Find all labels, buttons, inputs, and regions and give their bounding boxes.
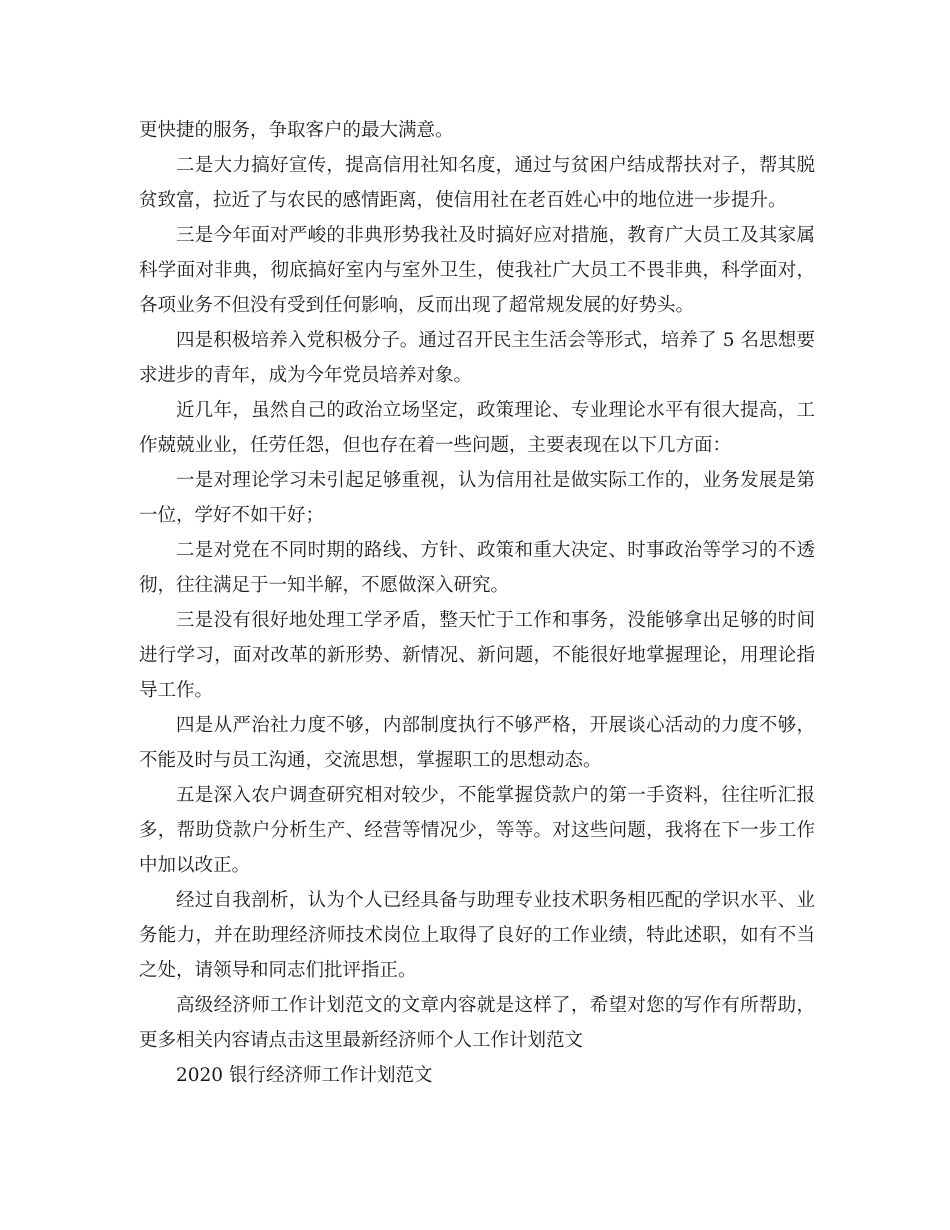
paragraph: 四是从严治社力度不够，内部制度执行不够严格，开展谈心活动的力度不够，不能及时与员工沟通，交流思想，掌握职工的思想动态。	[139, 715, 815, 771]
paragraph: 三是今年面对严峻的非典形势我社及时搞好应对措施，教育广大员工及其家属科学面对非典，彻底搞好室内与室外卫生，使我社广大员工不畏非典，科学面对，各项业务不但没有受到任何影响，反而出现了超常规发展的好势头。	[139, 225, 815, 316]
paragraph: 四是积极培养入党积极分子。通过召开民主生活会等形式，培养了 5 名思想要求进步的青年，成为今年党员培养对象。	[139, 330, 815, 386]
paragraph: 二是对党在不同时期的路线、方针、政策和重大决定、时事政治等学习的不透彻，往往满足于一知半解，不愿做深入研究。	[139, 540, 815, 596]
paragraph: 二是大力搞好宣传，提高信用社知名度，通过与贫困户结成帮扶对子，帮其脱贫致富，拉近了与农民的感情距离，使信用社在老百姓心中的地位进一步提升。	[139, 155, 815, 211]
paragraph: 2020 银行经济师工作计划范文	[176, 1065, 433, 1086]
paragraph: 三是没有很好地处理工学矛盾，整天忙于工作和事务，没能够拿出足够的时间进行学习，面对改革的新形势、新情况、新问题，不能很好地掌握理论，用理论指导工作。	[139, 610, 815, 701]
paragraph: 经过自我剖析，认为个人已经具备与助理专业技术职务相匹配的学识水平、业务能力，并在助理经济师技术岗位上取得了良好的工作业绩，特此述职，如有不当之处，请领导和同志们批评指正。	[139, 890, 815, 981]
paragraph: 近几年，虽然自己的政治立场坚定，政策理论、专业理论水平有很大提高，工作兢兢业业，任劳任怨，但也存在着一些问题，主要表现在以下几方面：	[139, 400, 815, 456]
paragraph: 一是对理论学习未引起足够重视，认为信用社是做实际工作的，业务发展是第一位，学好不如干好；	[139, 470, 815, 526]
paragraph: 高级经济师工作计划范文的文章内容就是这样了，希望对您的写作有所帮助，更多相关内容请点击这里最新经济师个人工作计划范文	[139, 995, 815, 1051]
paragraph: 五是深入农户调查研究相对较少，不能掌握贷款户的第一手资料，往往听汇报多，帮助贷款户分析生产、经营等情况少，等等。对这些问题，我将在下一步工作中加以改正。	[139, 785, 815, 876]
document-body	[139, 113, 815, 1093]
paragraph: 更快捷的服务，争取客户的最大满意。	[139, 120, 454, 141]
